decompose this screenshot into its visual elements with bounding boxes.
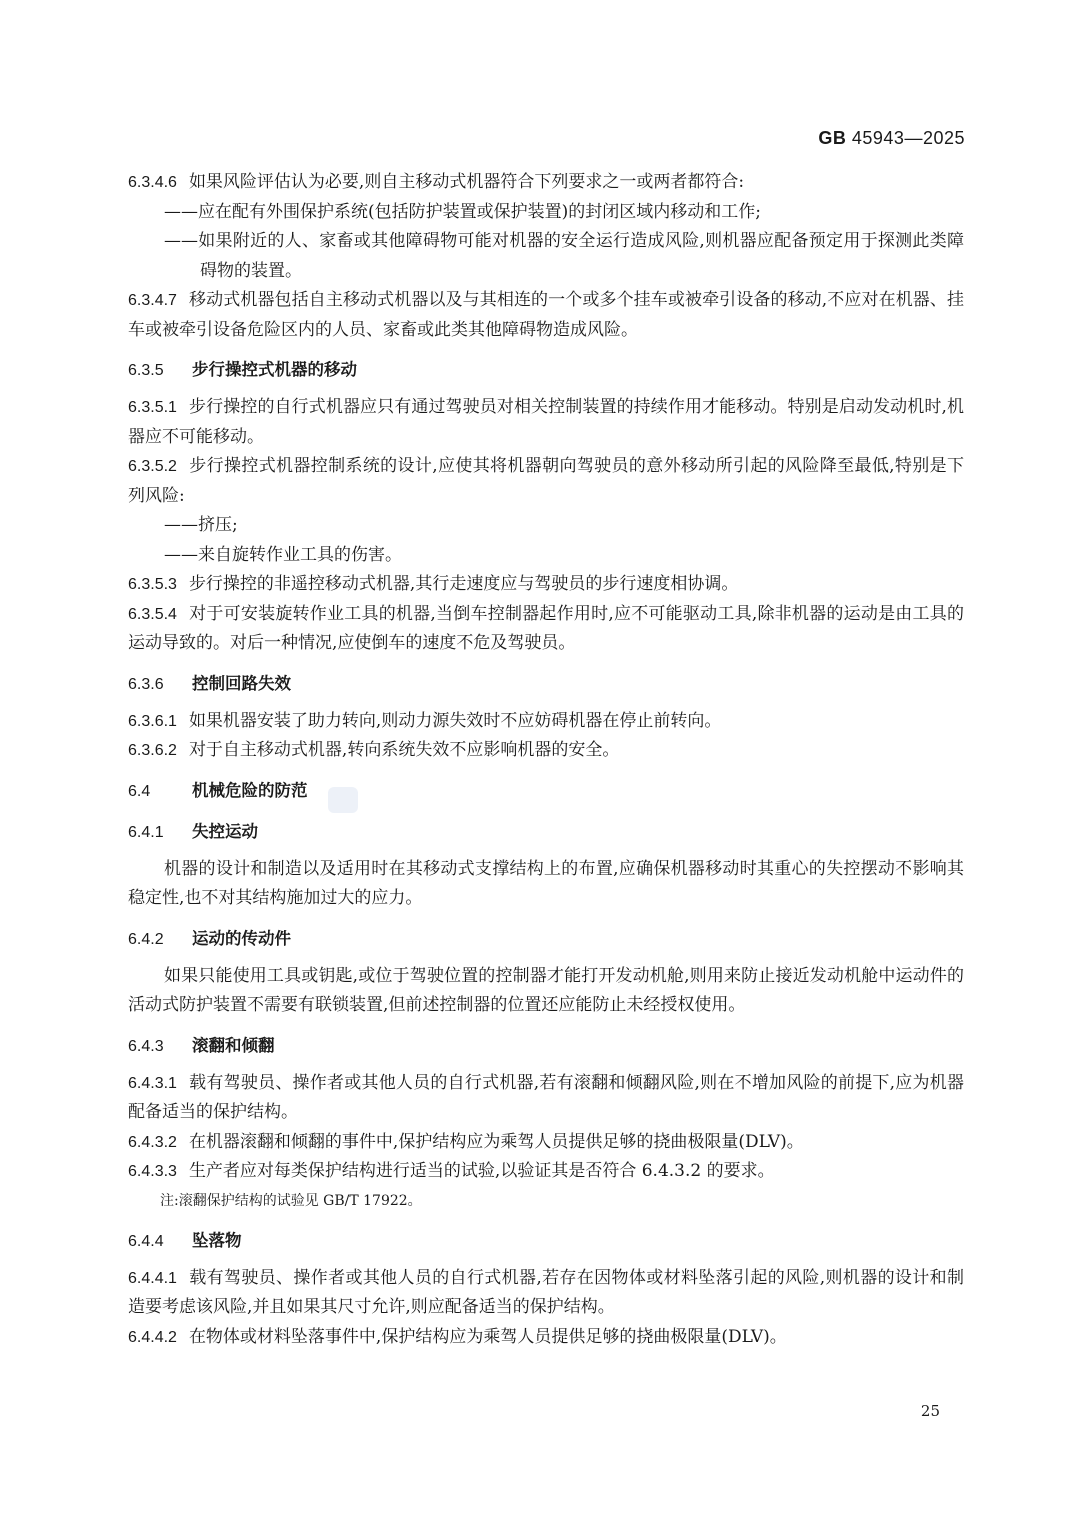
clause-text: 如果风险评估认为必要,则自主移动式机器符合下列要求之一或两者都符合: bbox=[188, 172, 745, 192]
spacer bbox=[128, 1257, 964, 1264]
clause-number: 6.3.5.4 bbox=[128, 605, 177, 623]
section-heading bbox=[128, 776, 964, 807]
clause-paragraph bbox=[128, 736, 964, 766]
clause-paragraph bbox=[128, 1323, 964, 1353]
dash-list-item bbox=[164, 227, 964, 286]
spacer bbox=[128, 848, 964, 855]
paragraph bbox=[128, 855, 964, 914]
clause-paragraph bbox=[128, 286, 964, 345]
clause-text: 生产者应对每类保护结构进行适当的试验,以验证其是否符合 6.4.3.2 的要求。 bbox=[188, 1161, 775, 1181]
clause-text: 步行操控式机器的移动 bbox=[192, 360, 357, 379]
standard-number-header bbox=[818, 128, 965, 149]
clause-number: 6.3.6.2 bbox=[128, 742, 177, 759]
clause-number: 6.3.5.3 bbox=[128, 576, 177, 593]
note bbox=[128, 1187, 964, 1216]
clause-text: 失控运动 bbox=[192, 821, 258, 841]
clause-number: 6.4.3.3 bbox=[128, 1163, 177, 1180]
spacer bbox=[128, 345, 964, 355]
clause-paragraph bbox=[128, 707, 964, 737]
standard-prefix: GB bbox=[818, 128, 847, 148]
section-heading bbox=[128, 355, 964, 386]
clause-text: 如果只能使用工具或钥匙,或位于驾驶位置的控制器才能打开发动机舱,则用来防止接近发动机舱中运动件的活动式防护装置不需要有联锁装置,但前述控制器的位置还应能防止未经授权使用。 bbox=[128, 965, 964, 1015]
clause-number: 6.4.4.1 bbox=[128, 1269, 177, 1287]
paragraph bbox=[128, 962, 964, 1021]
section-heading bbox=[128, 1031, 964, 1062]
clause-text: 步行操控的自行式机器应只有通过驾驶员对相关控制装置的持续作用才能移动。特别是启动发动机时,机器应不可能移动。 bbox=[128, 397, 964, 447]
standard-code: 45943—2025 bbox=[851, 128, 965, 148]
clause-text: ——挤压; bbox=[164, 515, 238, 535]
clause-text: 在物体或材料坠落事件中,保护结构应为乘驾人员提供足够的挠曲极限量(DLV)。 bbox=[188, 1326, 787, 1347]
page-number: 25 bbox=[920, 1402, 940, 1420]
clause-paragraph bbox=[128, 570, 964, 600]
spacer bbox=[128, 1062, 964, 1069]
section-heading bbox=[128, 1226, 964, 1257]
document-body bbox=[128, 168, 964, 1352]
clause-number: 6.4.4 bbox=[128, 1232, 164, 1250]
clause-paragraph bbox=[128, 393, 964, 452]
clause-number: 6.4.1 bbox=[128, 823, 164, 841]
clause-number: 6.4 bbox=[128, 782, 151, 800]
clause-paragraph bbox=[128, 1264, 964, 1323]
clause-number: 6.3.4.6 bbox=[128, 174, 177, 191]
clause-number: 6.3.5.1 bbox=[128, 399, 177, 416]
section-heading bbox=[128, 924, 964, 955]
clause-text: 坠落物 bbox=[192, 1230, 242, 1250]
dash-list-item bbox=[164, 198, 964, 228]
clause-text: 在机器滚翻和倾翻的事件中,保护结构应为乘驾人员提供足够的挠曲极限量(DLV)。 bbox=[188, 1131, 804, 1152]
clause-number: 6.3.6.1 bbox=[128, 712, 177, 730]
clause-number: 6.4.3 bbox=[128, 1037, 164, 1055]
spacer bbox=[128, 1216, 964, 1226]
section-heading bbox=[128, 817, 964, 848]
clause-text: 步行操控的非遥控移动式机器,其行走速度应与驾驶员的步行速度相协调。 bbox=[188, 574, 739, 594]
clause-text: 运动的传动件 bbox=[192, 928, 291, 948]
clause-paragraph bbox=[128, 452, 964, 511]
clause-paragraph bbox=[128, 168, 964, 198]
clause-text: ——如果附近的人、家畜或其他障碍物可能对机器的安全运行造成风险,则机器应配备预定用于探测此类障碍物的装置。 bbox=[164, 231, 964, 281]
clause-text: ——应在配有外围保护系统(包括防护装置或保护装置)的封闭区域内移动和工作; bbox=[164, 201, 761, 222]
spacer bbox=[128, 955, 964, 962]
clause-number: 6.4.3.2 bbox=[128, 1133, 177, 1151]
clause-text: 载有驾驶员、操作者或其他人员的自行式机器,若存在因物体或材料坠落引起的风险,则机器的设计和制造要考虑该风险,并且如果其尺寸允许,则应配备适当的保护结构。 bbox=[128, 1267, 964, 1317]
clause-paragraph bbox=[128, 1157, 964, 1187]
clause-number: 6.4.2 bbox=[128, 930, 164, 948]
clause-text: 注:滚翻保护结构的试验见 GB/T 17922。 bbox=[160, 1192, 422, 1209]
clause-text: 移动式机器包括自主移动式机器以及与其相连的一个或多个挂车或被牵引设备的移动,不应对在机器、挂车或被牵引设备危险区内的人员、家畜或此类其他障碍物造成风险。 bbox=[128, 290, 964, 340]
clause-paragraph bbox=[128, 1128, 964, 1158]
clause-paragraph bbox=[128, 1069, 964, 1128]
clause-number: 6.3.4.7 bbox=[128, 292, 177, 309]
spacer bbox=[128, 659, 964, 669]
clause-number: 6.4.3.1 bbox=[128, 1074, 177, 1092]
clause-number: 6.4.4.2 bbox=[128, 1328, 177, 1346]
clause-text: 如果机器安装了助力转向,则动力源失效时不应妨碍机器在停止前转向。 bbox=[188, 710, 722, 731]
dash-list-item bbox=[164, 541, 964, 571]
clause-text: 对于可安装旋转作业工具的机器,当倒车控制器起作用时,应不可能驱动工具,除非机器的运动是由工具的运动导致的。对后一种情况,应使倒车的速度不危及驾驶员。 bbox=[128, 603, 964, 653]
clause-text: 步行操控式机器控制系统的设计,应使其将机器朝向驾驶员的意外移动所引起的风险降至最低,特别是下列风险: bbox=[128, 456, 964, 506]
clause-number: 6.3.6 bbox=[128, 675, 164, 693]
spacer bbox=[128, 914, 964, 924]
spacer bbox=[128, 766, 964, 776]
spacer bbox=[128, 386, 964, 393]
clause-text: 载有驾驶员、操作者或其他人员的自行式机器,若有滚翻和倾翻风险,则在不增加风险的前提下,应为机器配备适当的保护结构。 bbox=[128, 1072, 964, 1122]
clause-text: 控制回路失效 bbox=[192, 673, 291, 693]
clause-number: 6.3.5.2 bbox=[128, 458, 177, 475]
spacer bbox=[128, 700, 964, 707]
clause-text: ——来自旋转作业工具的伤害。 bbox=[164, 544, 402, 565]
clause-number: 6.3.5 bbox=[128, 362, 164, 379]
clause-text: 滚翻和倾翻 bbox=[192, 1035, 275, 1055]
section-heading bbox=[128, 669, 964, 700]
spacer bbox=[128, 1021, 964, 1031]
spacer bbox=[128, 807, 964, 817]
clause-text: 机器的设计和制造以及适用时在其移动式支撑结构上的布置,应确保机器移动时其重心的失控摆动不影响其稳定性,也不对其结构施加过大的应力。 bbox=[128, 858, 964, 908]
clause-text: 机械危险的防范 bbox=[192, 780, 308, 800]
clause-text: 对于自主移动式机器,转向系统失效不应影响机器的安全。 bbox=[188, 740, 620, 760]
clause-paragraph bbox=[128, 600, 964, 659]
dash-list-item bbox=[164, 511, 964, 541]
